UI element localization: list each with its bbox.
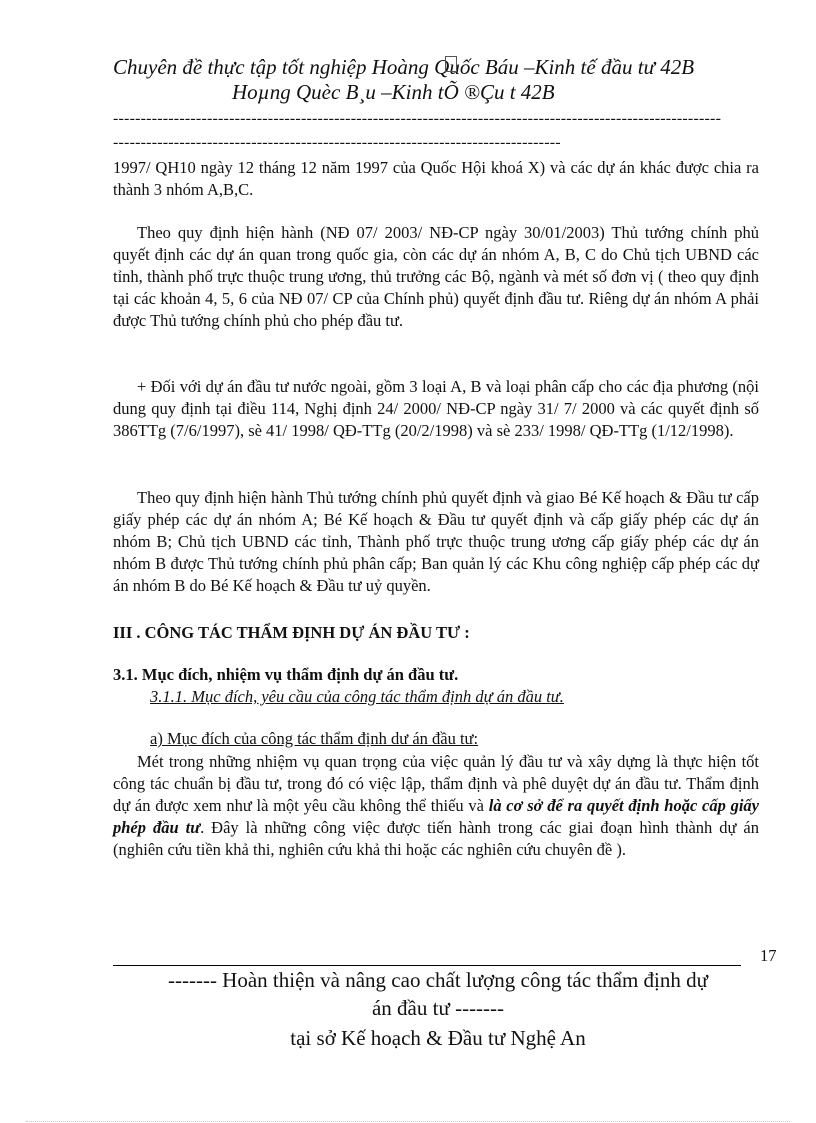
footer-line-2: án đầu tư -------	[371, 996, 505, 1020]
paragraph-5-text	[113, 751, 759, 861]
paragraph-4	[113, 487, 759, 597]
paragraph-1-text: 1997/ QH10 ngày 12 tháng 12 năm 1997 của Quốc Hội khoá X) và các dự án khác được chia ra thành 3 nhóm A,B,C.	[113, 158, 759, 199]
paragraph-3-text: + Đối với dự án đầu tư nước ngoài, gồm 3 loại A, B và loại phân cấp cho các địa phương (nội dung quy định tại điều 114, Nghị định 24/ 2000/ NĐ-CP ngày 31/ 7/ 2000 và các quyết định số 386TTg (7/6/1997), sè 41/ 1998/ QĐ-TTg (20/2/1998) và sè 233/ 1998/ QĐ-TTg (1/12/1998).	[113, 377, 759, 440]
header-title-legacy-encoding: Hoµng Quèc B¸u –Kinh tÕ ®Çu t 42B	[232, 80, 555, 104]
paragraph-2-text: Theo quy định hiện hành (NĐ 07/ 2003/ NĐ-CP ngày 30/01/2003) Thủ tướng chính phủ quyết định các dự án quan trong quốc gia, còn các dự án nhóm A, B, C do Chủ tịch UBND các tỉnh, thành phố trực thuộc trung ương, thủ trưởng các Bộ, ngành và mét số đơn vị ( theo quy định tại các khoản 4, 5, 6 của NĐ 07/ CP của Chính phủ) quyết định đầu tư. Riêng dự án nhóm A phải được Thủ tướng chính phủ cho phép đầu tư.	[113, 223, 759, 330]
paragraph-2	[113, 222, 759, 332]
section-heading-iii: III . CÔNG TÁC THẨM ĐỊNH DỰ ÁN ĐẦU TƯ :	[113, 623, 470, 642]
header-title: Chuyên đề thực tập tốt nghiệp Hoàng Quốc Báu –Kinh tế đầu tư 42B	[113, 55, 695, 79]
footer-line-3: tại sở Kế hoạch & Đầu tư Nghệ An	[290, 1026, 586, 1050]
page-bottom-border	[26, 1121, 790, 1122]
subsection-heading-3-1-1	[150, 687, 564, 707]
item-heading-a-text: a) Mục đích của công tác thẩm định dư án đầu tư:	[150, 729, 479, 748]
page-number: 17	[760, 946, 777, 965]
paragraph-4-text: Theo quy định hiện hành Thủ tướng chính phủ quyết định và giao Bé Kế hoạch & Đầu tư cấp giấy phép các dự án nhóm A; Bé Kế hoạch & Đầu tư quyết định và cấp giấy phép các dự án nhóm B; Chủ tịch UBND các tỉnh, Thành phố trực thuộc trung ương cấp giấy phép các dự án nhóm B được Thủ tướng chính phủ phân cấp; Ban quản lý các Khu công nghiệp cấp phép các dự án nhóm B do Bé Kế hoạch & Đầu tư uỷ quyền.	[113, 488, 759, 595]
paragraph-1	[113, 157, 759, 201]
item-heading-a	[150, 729, 478, 749]
footer-line-1: ------- Hoàn thiện và nâng cao chất lượng công tác thẩm định dự	[167, 968, 708, 992]
paragraph-5	[113, 751, 759, 861]
subsection-heading-3-1-1-text: 3.1.1. Mục đích, yêu cầu của công tác thẩm định dự án đầu tư.	[150, 687, 564, 706]
paragraph-5-emphasis: là cơ sở để ra quyết định hoặc cấp giấy phép đầu tư	[113, 796, 759, 837]
text-cursor-mark	[444, 55, 458, 73]
header-dash-line-1: --------------------------------------------------------------------------------------------------------------	[113, 110, 722, 127]
section-heading-3-1: 3.1. Mục đích, nhiệm vụ thẩm định dự án đầu tư.	[113, 665, 459, 684]
paragraph-5-part-2: . Đây là những công việc được tiến hành trong các giai đoạn hình thành dự án (nghiên cứu tiền khả thi, nghiên cứu khả thi hoặc các nghiên cứu chuyên đề ).	[113, 818, 760, 859]
paragraph-3	[113, 376, 759, 442]
paragraph-5-part-1: Mét trong những nhiệm vụ quan trọng của việc quản lý đầu tư và xây dựng là thực hiện tốt công tác chuẩn bị đầu tư, trong đó có việc lập, thẩm định và phê duyệt dự án đầu tư. Thẩm định dự án được xem như là một yêu cầu không thể thiếu và	[113, 752, 759, 815]
header-dash-line-2: ---------------------------------------------------------------------------------	[113, 134, 561, 151]
